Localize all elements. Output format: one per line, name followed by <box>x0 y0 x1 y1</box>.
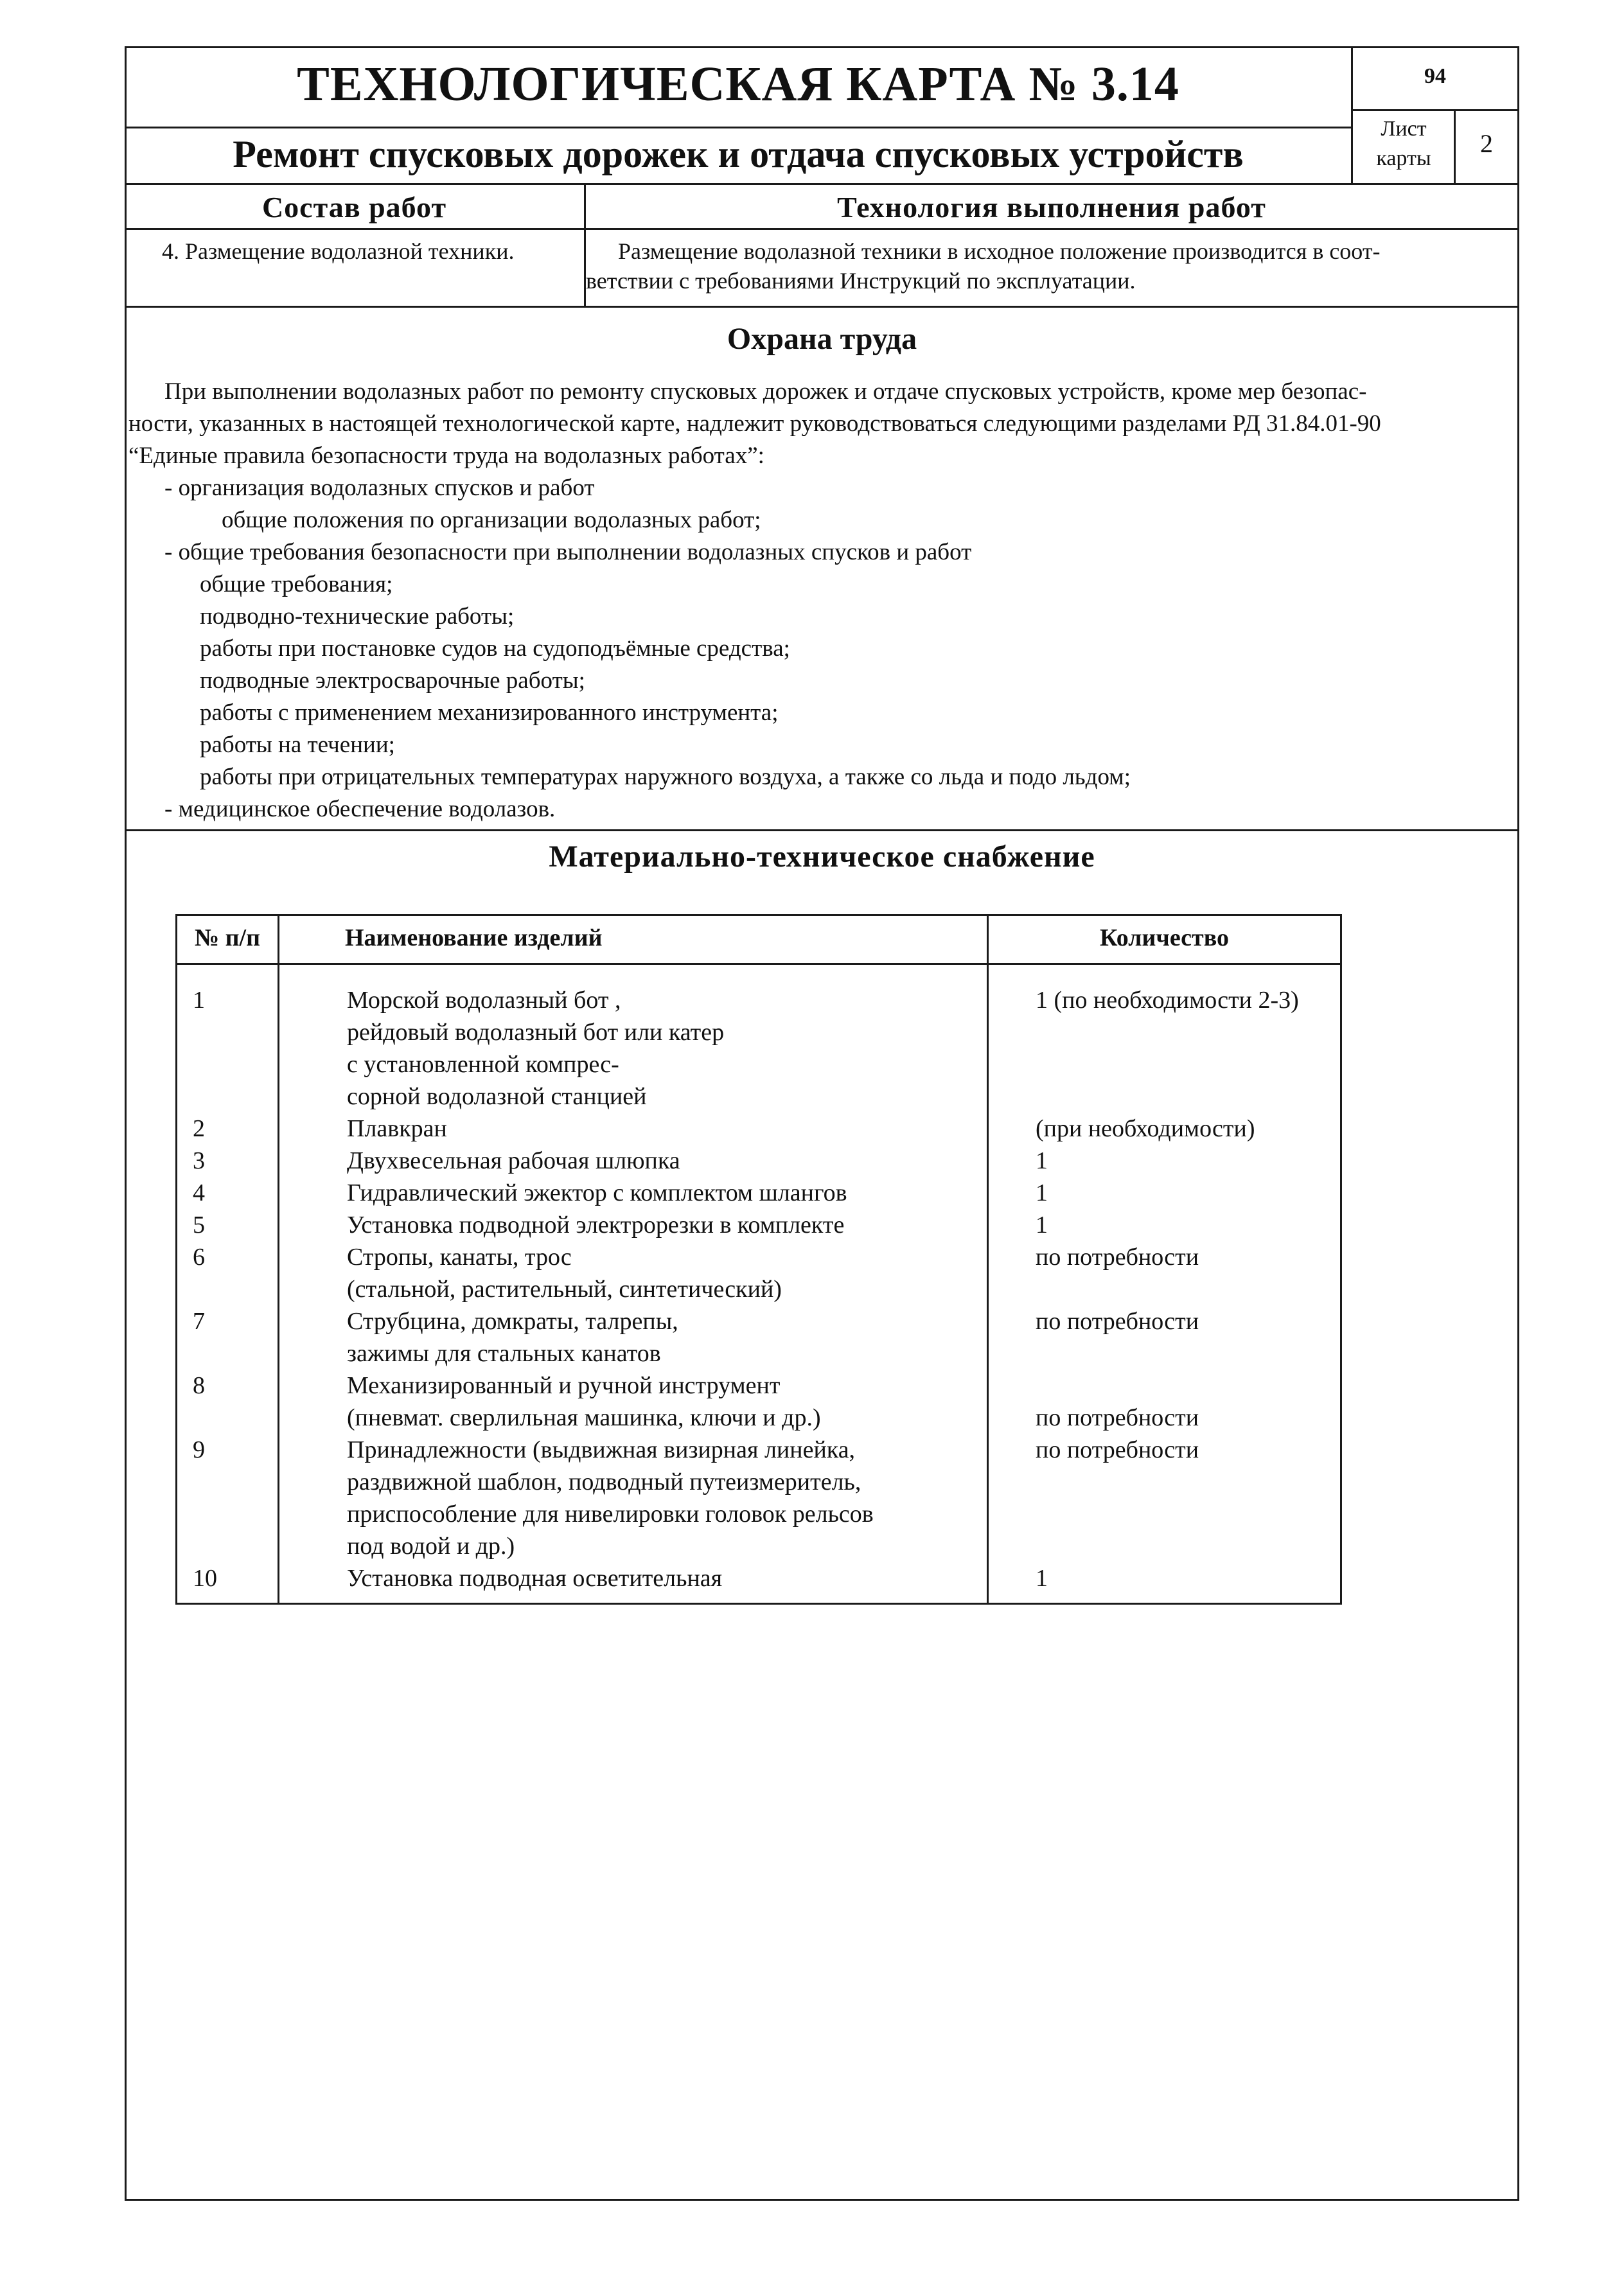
table-row-quantity: 1 (по необходимости 2-3) <box>1036 987 1299 1014</box>
table-row-name: раздвижной шаблон, подводный путеизмеритель, <box>347 1468 861 1495</box>
table-row-name: с установленной компрес- <box>347 1051 619 1078</box>
table-row-name: Механизированный и ручной инструмент <box>347 1372 781 1399</box>
safety-list-item: - общие требования безопасности при выполнении водолазных спусков и работ <box>164 539 972 565</box>
table-row-name: Струбцина, домкраты, талрепы, <box>347 1308 678 1335</box>
safety-sub-item: работы при постановке судов на судоподъёмные средства; <box>200 635 790 662</box>
column-header-top <box>125 183 1519 185</box>
table-row-name: Морской водолазный бот , <box>347 987 621 1014</box>
table-row-number: 8 <box>193 1372 205 1399</box>
safety-sub-item: работы на течении; <box>200 732 395 758</box>
table-row-number: 2 <box>193 1115 205 1142</box>
task-name: 4. Размещение водолазной техники. <box>162 238 515 264</box>
table-header-quantity: Количество <box>1100 924 1229 951</box>
table-row-number: 4 <box>193 1179 205 1206</box>
column-header-technology: Технология выполнения работ <box>837 191 1266 224</box>
table-row-name: приспособление для нивелировки головок рельсов <box>347 1501 874 1528</box>
safety-sub-item: подводно-технические работы; <box>200 603 515 630</box>
table-right <box>1340 914 1342 1605</box>
frame-left <box>125 46 127 2201</box>
safety-list-item: - организация водолазных спусков и работ <box>164 475 595 501</box>
sheet-label-line2: карты <box>1376 146 1431 170</box>
table-row-name: Установка подводная осветительная <box>347 1565 723 1592</box>
page-number: 94 <box>1424 64 1446 88</box>
safety-sub-item: общие положения по организации водолазных работ; <box>222 507 761 533</box>
frame-bottom <box>125 2199 1519 2201</box>
safety-title: Охрана труда <box>727 322 917 356</box>
page-number-divider <box>1351 109 1519 111</box>
table-header-name: Наименование изделий <box>345 924 603 951</box>
header-divider <box>125 127 1353 128</box>
table-row-quantity: по потребности <box>1036 1436 1199 1463</box>
table-row-name: (пневмат. сверлильная машинка, ключи и др.) <box>347 1404 821 1431</box>
supply-title: Материально-техническое снабжение <box>549 840 1095 874</box>
table-row-name: Стропы, канаты, трос <box>347 1244 572 1271</box>
table-row-number: 10 <box>193 1565 217 1592</box>
table-row-name: сорной водолазной станцией <box>347 1083 647 1110</box>
table-row-name: Двухвесельная рабочая шлюпка <box>347 1147 680 1174</box>
table-row-quantity: 1 <box>1036 1212 1048 1238</box>
table-row-name: Гидравлический эжектор с комплектом шлангов <box>347 1179 847 1206</box>
safety-sub-item: работы при отрицательных температурах наружного воздуха, а также со льда и подо льдом; <box>200 764 1131 790</box>
table-row-number: 9 <box>193 1436 205 1463</box>
table-row-name: Принадлежности (выдвижная визирная линейка, <box>347 1436 856 1463</box>
table-row-quantity: по потребности <box>1036 1308 1199 1335</box>
column-header-bottom <box>125 228 1519 230</box>
table-row-quantity: 1 <box>1036 1179 1048 1206</box>
table-row-name: (стальной, растительный, синтетический) <box>347 1276 782 1303</box>
task-row-bottom <box>125 306 1519 308</box>
table-row-name: рейдовый водолазный бот или катер <box>347 1019 725 1046</box>
table-row-number: 5 <box>193 1212 205 1238</box>
table-col1-divider <box>278 914 279 1605</box>
table-row-name: Установка подводной электрорезки в комплекте <box>347 1212 845 1238</box>
table-header-bottom <box>175 963 1342 965</box>
document-subtitle: Ремонт спусковых дорожек и отдача спусковых устройств <box>233 133 1244 175</box>
table-row-name: Плавкран <box>347 1115 447 1142</box>
sheet-label-line1: Лист <box>1381 117 1427 141</box>
safety-bottom <box>125 829 1519 831</box>
safety-sub-item: подводные электросварочные работы; <box>200 667 585 694</box>
table-row-number: 7 <box>193 1308 205 1335</box>
task-technology-line1: Размещение водолазной техники в исходное положение производится в соот- <box>618 238 1381 264</box>
table-row-number: 1 <box>193 987 205 1014</box>
table-col2-divider <box>987 914 989 1605</box>
column-header-tasks: Состав работ <box>261 191 447 224</box>
task-technology-line2: ветствии с требованиями Инструкций по эксплуатации. <box>586 268 1136 294</box>
table-row-name: под водой и др.) <box>347 1533 515 1560</box>
safety-sub-item: работы с применением механизированного инструмента; <box>200 700 779 726</box>
table-bottom <box>175 1603 1342 1605</box>
safety-line: При выполнении водолазных работ по ремонту спусковых дорожек и отдаче спусковых устройств, кроме мер безопас- <box>164 378 1367 405</box>
table-row-number: 6 <box>193 1244 205 1271</box>
table-row-quantity: 1 <box>1036 1147 1048 1174</box>
frame-right <box>1517 46 1519 2201</box>
table-row-quantity: по потребности <box>1036 1244 1199 1271</box>
table-row-quantity: по потребности <box>1036 1404 1199 1431</box>
document-title: ТЕХНОЛОГИЧЕСКАЯ КАРТА № 3.14 <box>297 57 1179 111</box>
table-row-quantity: 1 <box>1036 1565 1048 1592</box>
table-header-number: № п/п <box>194 924 261 951</box>
safety-sub-item: общие требования; <box>200 571 393 597</box>
table-row-name: зажимы для стальных канатов <box>347 1340 661 1367</box>
table-top <box>175 914 1342 916</box>
table-row-quantity: (при необходимости) <box>1036 1115 1255 1142</box>
sheet-number: 2 <box>1480 129 1493 158</box>
safety-line: “Единые правила безопасности труда на водолазных работах”: <box>128 443 764 469</box>
sheet-label <box>1353 114 1454 173</box>
table-left <box>175 914 177 1605</box>
safety-line: ности, указанных в настоящей технологической карте, надлежит руководствоваться следующими разделами РД 31.84.01-90 <box>128 410 1381 437</box>
table-row-number: 3 <box>193 1147 205 1174</box>
frame-top <box>125 46 1519 48</box>
safety-list-item: - медицинское обеспечение водолазов. <box>164 796 556 822</box>
